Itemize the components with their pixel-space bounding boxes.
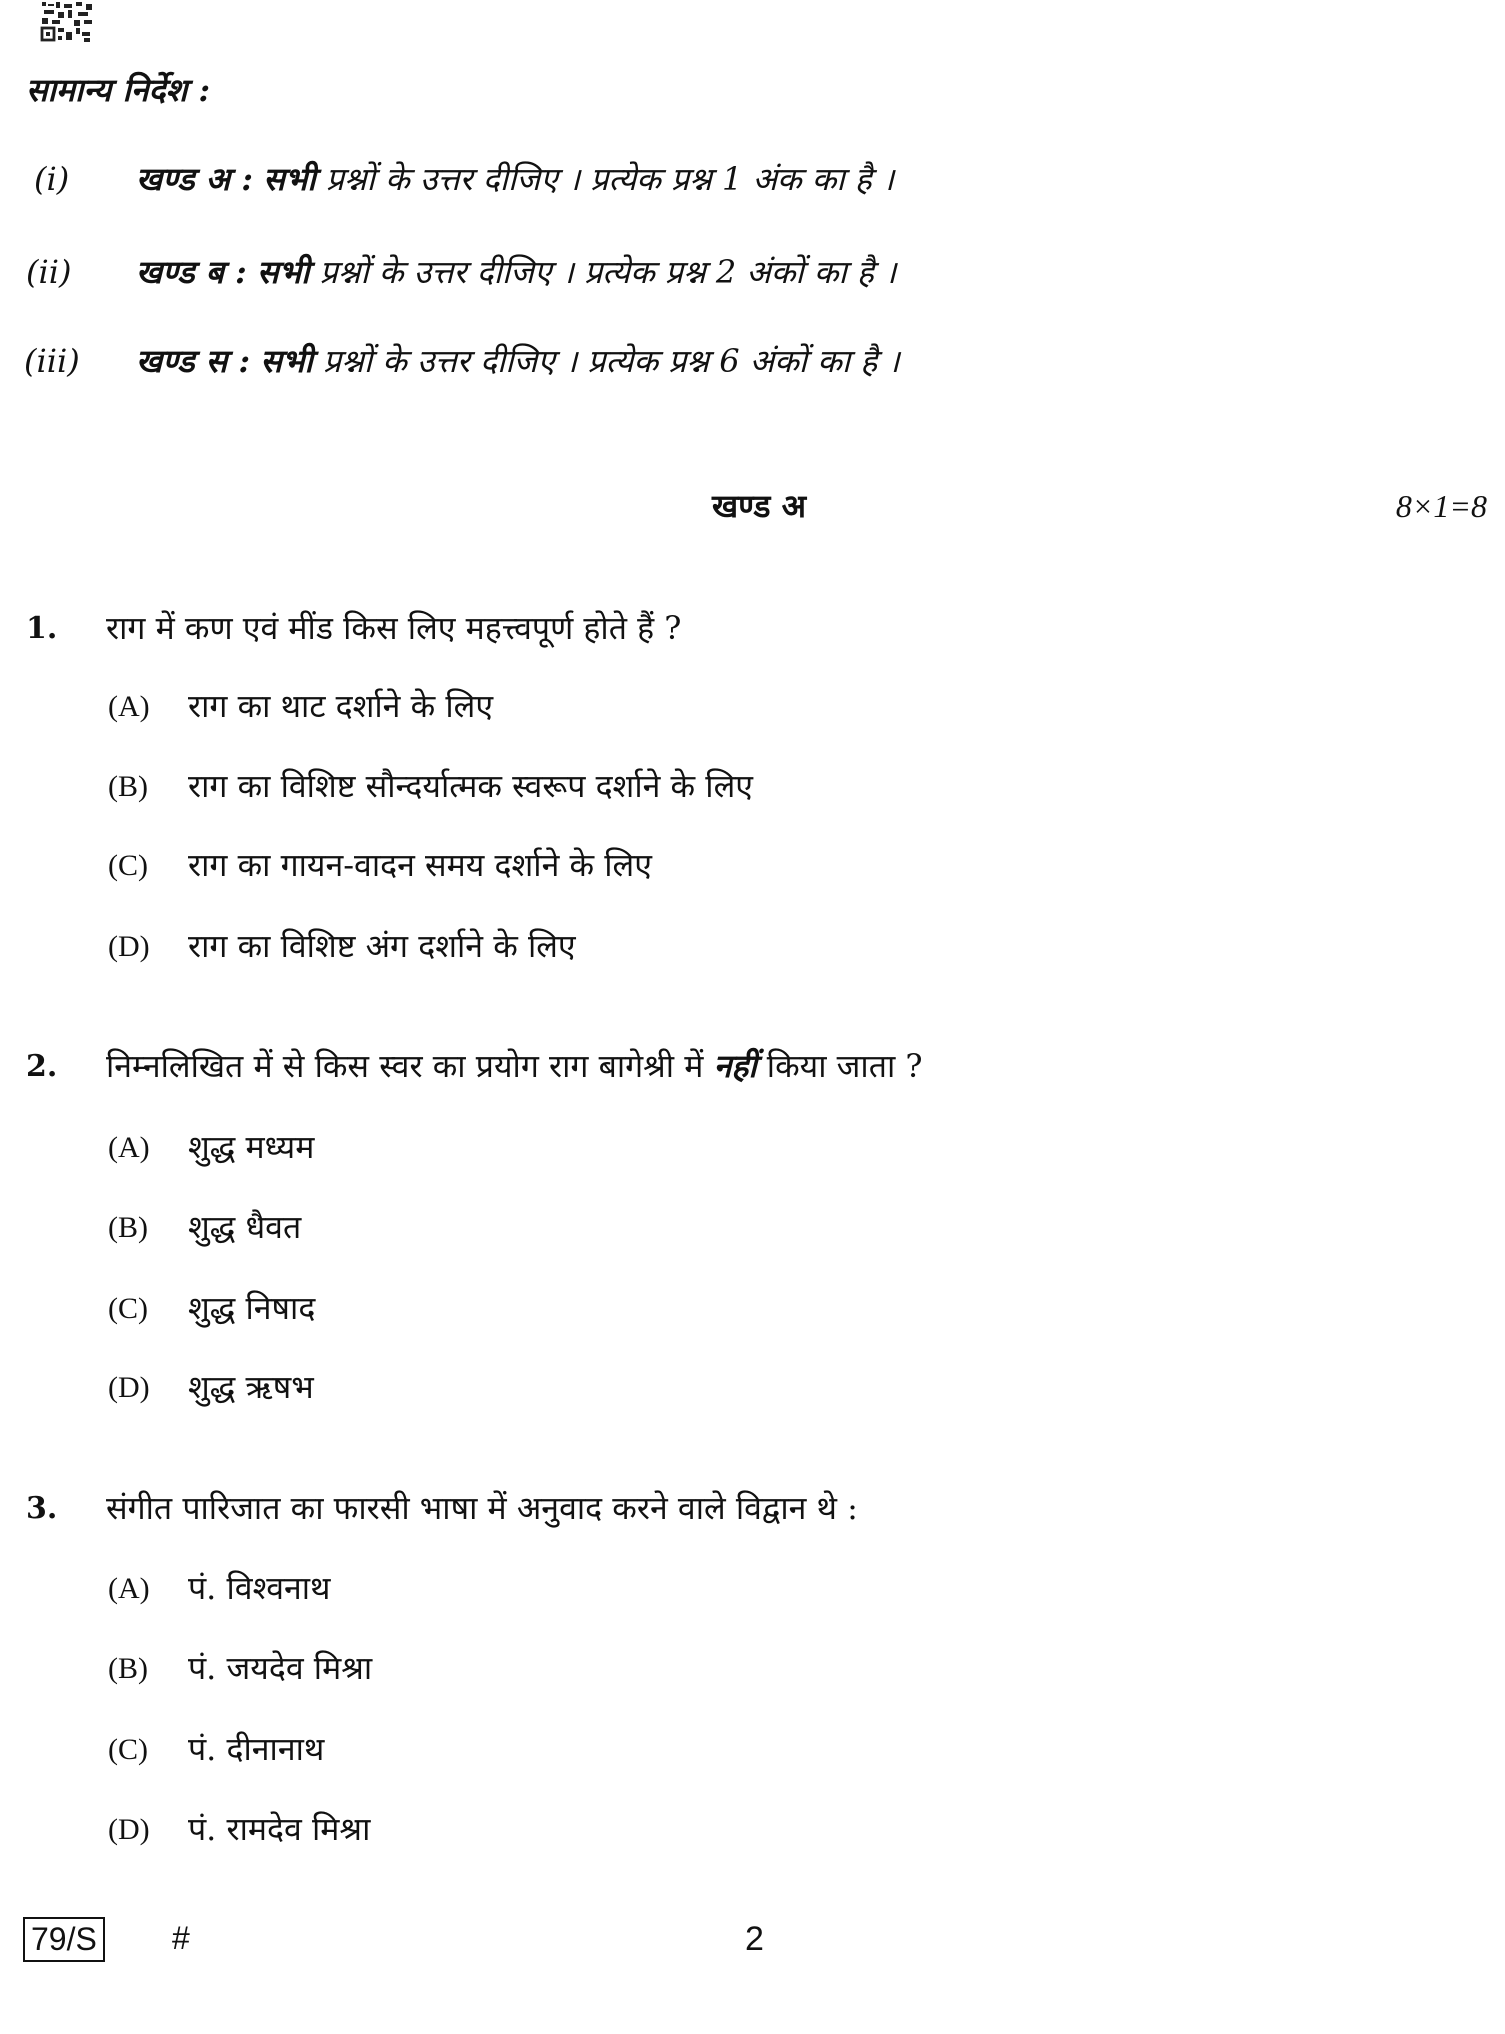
option-label: (D) xyxy=(108,930,150,963)
question-number: 2. xyxy=(26,1049,58,1084)
option-label: (C) xyxy=(108,849,148,882)
instruction-item xyxy=(136,160,895,198)
question-text: राग में कण एवं मींड किस लिए महत्त्वपूर्ण होते हैं ? xyxy=(106,609,682,647)
option-label: (B) xyxy=(108,770,148,803)
option-label: (A) xyxy=(108,1131,150,1164)
option-text: राग का गायन-वादन समय दर्शाने के लिए xyxy=(188,846,652,884)
question-text xyxy=(106,1047,923,1085)
footer-symbol: # xyxy=(172,1920,190,1956)
option-text: पं. जयदेव मिश्रा xyxy=(188,1649,373,1687)
question-text-emphasis: नहीं xyxy=(713,1047,757,1085)
option-label: (C) xyxy=(108,1292,148,1325)
option-label: (D) xyxy=(108,1371,150,1404)
question-number: 1. xyxy=(26,611,58,646)
instruction-item xyxy=(136,342,900,380)
option-label: (C) xyxy=(108,1733,148,1766)
question-text-part: निम्नलिखित में से किस स्वर का प्रयोग राग बागेश्री में xyxy=(106,1047,714,1085)
option-text: शुद्ध धैवत xyxy=(188,1208,302,1246)
question-text: संगीत पारिजात का फारसी भाषा में अनुवाद करने वाले विद्वान थे : xyxy=(106,1489,858,1527)
option-text: शुद्ध मध्यम xyxy=(188,1128,315,1166)
instruction-label: (i) xyxy=(34,160,70,198)
instruction-text: प्रश्नों के उत्तर दीजिए । प्रत्येक प्रश्न 2 अंकों का है । xyxy=(319,253,897,291)
option-text: राग का विशिष्ट सौन्दर्यात्मक स्वरूप दर्शाने के लिए xyxy=(188,767,753,805)
question-text-part: किया जाता ? xyxy=(756,1047,923,1085)
option-label: (A) xyxy=(108,1572,150,1605)
instruction-text: प्रश्नों के उत्तर दीजिए । प्रत्येक प्रश्न 6 अंकों का है । xyxy=(323,342,900,380)
instruction-bold: सभी xyxy=(257,253,310,291)
instruction-label: (iii) xyxy=(24,342,80,380)
option-text: पं. रामदेव मिश्रा xyxy=(188,1810,371,1848)
option-text: पं. दीनानाथ xyxy=(188,1730,325,1768)
section-marks: 8×1=8 xyxy=(1395,488,1487,524)
option-label: (D) xyxy=(108,1813,150,1846)
question-number: 3. xyxy=(26,1491,58,1526)
instruction-item xyxy=(136,253,897,291)
option-text: राग का थाट दर्शाने के लिए xyxy=(188,687,494,725)
paper-code-box: 79/S xyxy=(23,1917,105,1962)
section-title: खण्ड अ xyxy=(712,487,807,525)
qr-code-icon xyxy=(40,2,94,42)
instruction-section: खण्ड ब : xyxy=(136,253,247,291)
option-text: राग का विशिष्ट अंग दर्शाने के लिए xyxy=(188,927,576,965)
instruction-bold: सभी xyxy=(260,342,313,380)
page-number: 2 xyxy=(745,1920,764,1958)
option-label: (A) xyxy=(108,690,150,723)
option-text: शुद्ध ऋषभ xyxy=(188,1368,314,1406)
instruction-section: खण्ड स : xyxy=(136,342,251,380)
option-label: (B) xyxy=(108,1211,148,1244)
instruction-text: प्रश्नों के उत्तर दीजिए । प्रत्येक प्रश्न 1 अंक का है । xyxy=(325,160,895,198)
option-text: पं. विश्वनाथ xyxy=(188,1569,331,1607)
general-instructions-title: सामान्य निर्देश : xyxy=(26,71,211,109)
instruction-bold: सभी xyxy=(263,160,316,198)
option-text: शुद्ध निषाद xyxy=(188,1289,316,1327)
option-label: (B) xyxy=(108,1652,148,1685)
instruction-label: (ii) xyxy=(26,253,72,291)
instruction-section: खण्ड अ : xyxy=(136,160,254,198)
